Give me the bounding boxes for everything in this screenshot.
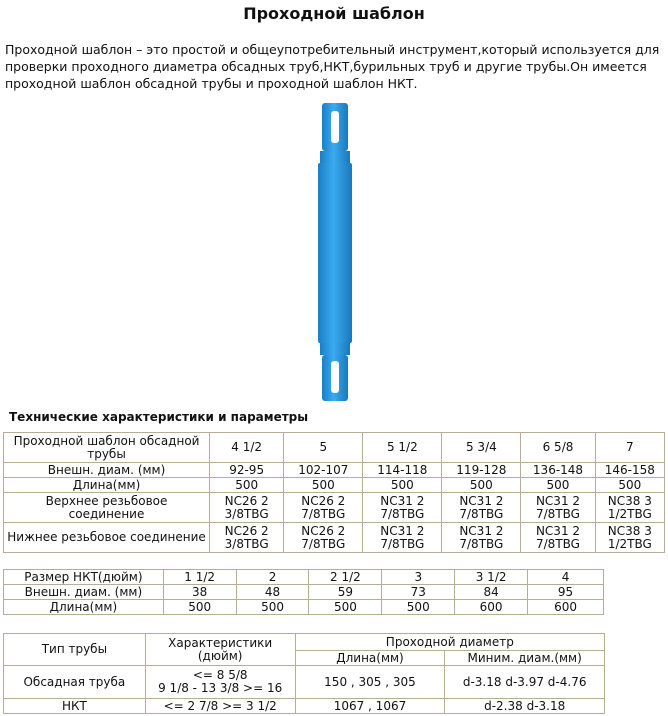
- table-cell: 38: [163, 585, 236, 600]
- table-cell: NC31 2 7/8TBG: [442, 493, 521, 523]
- table-cell: 7: [595, 433, 664, 463]
- table-cell: Тип трубы: [4, 634, 146, 666]
- table-header-row: [4, 570, 604, 585]
- table-cell: NC26 2 7/8TBG: [284, 493, 363, 523]
- table-cell: Проходной шаблон обсадной трубы: [4, 433, 210, 463]
- table-cell: Нижнее резьбовое соединение: [4, 523, 210, 553]
- table-cell: 150 , 305 , 305: [295, 666, 445, 699]
- table-cell: 146-158: [595, 463, 664, 478]
- page-title: Проходной шаблон: [243, 4, 425, 23]
- table-cell: NC26 2 3/8TBG: [210, 493, 284, 523]
- table-cell: 500: [163, 600, 236, 615]
- table-cell: 500: [236, 600, 309, 615]
- table-cell: Миним. диам.(мм): [445, 651, 605, 666]
- table-cell: 95: [528, 585, 604, 600]
- table-cell: 73: [382, 585, 455, 600]
- intro-paragraph: Проходной шаблон – это простой и общеупотребительный инструмент,который используется для проверки проходного диаметра обсадных труб,НКТ,бурильных труб и другие трубы.Он имеется проходной шаблон обсадной трубы и проходной шаблон НКТ.: [5, 42, 660, 91]
- table-cell: 500: [442, 478, 521, 493]
- table-cell: 5: [284, 433, 363, 463]
- table-cell: 102-107: [284, 463, 363, 478]
- table-cell: 600: [528, 600, 604, 615]
- table-cell: 3 1/2: [455, 570, 528, 585]
- table-cell: NC38 3 1/2TBG: [595, 523, 664, 553]
- table-cell: NC31 2 7/8TBG: [363, 523, 442, 553]
- table-cell: 500: [595, 478, 664, 493]
- table-cell: 92-95: [210, 463, 284, 478]
- table-cell: 114-118: [363, 463, 442, 478]
- table-cell: 84: [455, 585, 528, 600]
- table-row: [4, 493, 665, 523]
- table-cell: НКТ: [4, 699, 146, 714]
- table-cell: 6 5/8: [521, 433, 595, 463]
- casing-gauge-table: [3, 432, 665, 553]
- table-cell: <= 2 7/8 >= 3 1/2: [145, 699, 295, 714]
- table-row: [4, 478, 665, 493]
- table-cell: NC31 2 7/8TBG: [442, 523, 521, 553]
- table-cell: 500: [382, 600, 455, 615]
- table-cell: Длина(мм): [295, 651, 445, 666]
- table-cell: 500: [284, 478, 363, 493]
- table-cell: Внешн. диам. (мм): [4, 463, 210, 478]
- pipe-type-table: [3, 633, 605, 714]
- table-cell: 1067 , 1067: [295, 699, 445, 714]
- table-cell: NC26 2 7/8TBG: [284, 523, 363, 553]
- table-header-row: [4, 433, 665, 463]
- table-row: [4, 463, 665, 478]
- table-cell: 3: [382, 570, 455, 585]
- specs-heading: Технические характеристики и параметры: [9, 410, 309, 424]
- table-cell: NC31 2 7/8TBG: [363, 493, 442, 523]
- table-cell: 48: [236, 585, 309, 600]
- table-cell: 4: [528, 570, 604, 585]
- table-cell: Проходной диаметр: [295, 634, 604, 651]
- table-cell: 500: [210, 478, 284, 493]
- cell-line: 9 1/8 - 13 3/8 >= 16: [158, 681, 283, 695]
- table-row: [4, 600, 604, 615]
- table-cell: Внешн. диам. (мм): [4, 585, 164, 600]
- table-cell: 600: [455, 600, 528, 615]
- table-cell: 500: [309, 600, 382, 615]
- table-cell: Характеристики (дюйм): [145, 634, 295, 666]
- table-cell: NC26 2 3/8TBG: [210, 523, 284, 553]
- table-row: [4, 585, 604, 600]
- table-cell: 2 1/2: [309, 570, 382, 585]
- table-cell: NC38 3 1/2TBG: [595, 493, 664, 523]
- table-cell: Длина(мм): [4, 600, 164, 615]
- table-cell: 5 3/4: [442, 433, 521, 463]
- table-cell: 2: [236, 570, 309, 585]
- table-cell: 1 1/2: [163, 570, 236, 585]
- table-cell: 4 1/2: [210, 433, 284, 463]
- table-cell: [145, 666, 295, 699]
- table-cell: Обсадная труба: [4, 666, 146, 699]
- table-cell: 5 1/2: [363, 433, 442, 463]
- table-header-row: [4, 634, 605, 651]
- table-cell: 500: [521, 478, 595, 493]
- table-row: [4, 523, 665, 553]
- table-row: [4, 666, 605, 699]
- table-cell: Верхнее резьбовое соединение: [4, 493, 210, 523]
- table-cell: d-2.38 d-3.18: [445, 699, 605, 714]
- table-row: [4, 699, 605, 714]
- tubing-gauge-table: [3, 569, 604, 615]
- drift-gauge-image: [316, 103, 354, 403]
- cell-line: <= 8 5/8: [192, 668, 248, 682]
- table-cell: 59: [309, 585, 382, 600]
- table-cell: NC31 2 7/8TBG: [521, 523, 595, 553]
- table-cell: 119-128: [442, 463, 521, 478]
- table-cell: 136-148: [521, 463, 595, 478]
- table-cell: 500: [363, 478, 442, 493]
- table-cell: Размер НКТ(дюйм): [4, 570, 164, 585]
- table-cell: Длина(мм): [4, 478, 210, 493]
- table-cell: d-3.18 d-3.97 d-4.76: [445, 666, 605, 699]
- table-cell: NC31 2 7/8TBG: [521, 493, 595, 523]
